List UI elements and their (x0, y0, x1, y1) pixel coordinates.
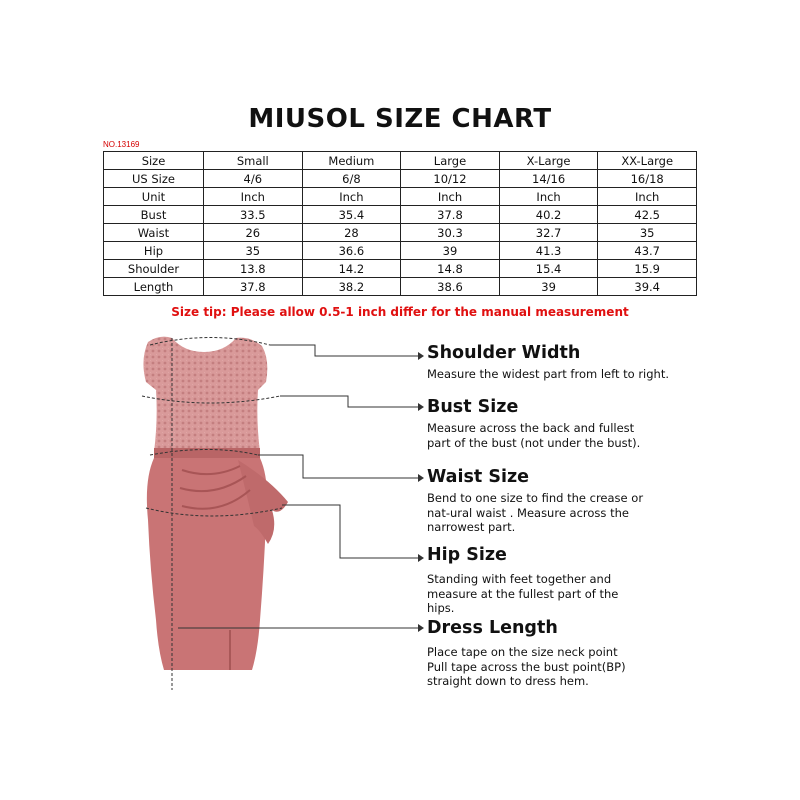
page-title: MIUSOL SIZE CHART (248, 104, 552, 134)
row-label-cell: Waist (104, 224, 204, 242)
guide-title: Dress Length (427, 618, 558, 638)
size-tip: Size tip: Please allow 0.5-1 inch differ for the manual measurement (171, 305, 629, 319)
guide-title: Waist Size (427, 467, 530, 487)
table-cell: 37.8 (401, 206, 500, 224)
guide-desc: Place tape on the size neck point Pull tape across the bust point(BP) straight down to dress hem. (427, 645, 626, 688)
guide-title: Shoulder Width (427, 343, 581, 363)
table-cell: X-Large (499, 152, 598, 170)
table-cell: 38.6 (401, 278, 500, 296)
guide-desc: Bend to one size to find the crease or nat-ural waist . Measure across the narrowest part. (427, 491, 644, 534)
table-cell: 14.2 (302, 260, 401, 278)
table-cell: 6/8 (302, 170, 401, 188)
table-cell: 40.2 (499, 206, 598, 224)
table-cell: 39.4 (598, 278, 697, 296)
table-cell: 32.7 (499, 224, 598, 242)
table-cell: 30.3 (401, 224, 500, 242)
table-cell: Inch (204, 188, 303, 206)
table-cell: 16/18 (598, 170, 697, 188)
guide-desc: Standing with feet together and measure at the fullest part of the hips. (427, 572, 619, 615)
table-cell: Inch (302, 188, 401, 206)
row-label-cell: US Size (104, 170, 204, 188)
table-cell: 14/16 (499, 170, 598, 188)
row-label-cell: Bust (104, 206, 204, 224)
table-cell: 38.2 (302, 278, 401, 296)
table-cell: 15.9 (598, 260, 697, 278)
table-cell: 41.3 (499, 242, 598, 260)
guide-desc: Measure the widest part from left to right. (427, 367, 670, 381)
table-cell: 4/6 (204, 170, 303, 188)
table-cell: 43.7 (598, 242, 697, 260)
table-cell: 42.5 (598, 206, 697, 224)
table-cell: 39 (401, 242, 500, 260)
table-cell: Inch (401, 188, 500, 206)
guide-desc: Measure across the back and fullest part of the bust (not under the bust). (427, 421, 641, 450)
guide-title: Bust Size (427, 397, 519, 417)
table-cell: 13.8 (204, 260, 303, 278)
table-cell: Inch (499, 188, 598, 206)
row-label-cell: Hip (104, 242, 204, 260)
table-cell: 39 (499, 278, 598, 296)
row-label-cell: Shoulder (104, 260, 204, 278)
table-cell: 36.6 (302, 242, 401, 260)
model-number: NO.13169 (103, 140, 140, 149)
table-cell: 14.8 (401, 260, 500, 278)
row-label-cell: Unit (104, 188, 204, 206)
table-cell: 35 (204, 242, 303, 260)
row-label-cell: Size (104, 152, 204, 170)
guide-title: Hip Size (427, 545, 507, 565)
table-cell: Small (204, 152, 303, 170)
table-cell: 26 (204, 224, 303, 242)
table-cell: 35.4 (302, 206, 401, 224)
table-cell: 15.4 (499, 260, 598, 278)
table-cell: 33.5 (204, 206, 303, 224)
table-cell: Large (401, 152, 500, 170)
table-cell: 37.8 (204, 278, 303, 296)
table-cell: XX-Large (598, 152, 697, 170)
table-cell: 10/12 (401, 170, 500, 188)
table-cell: Inch (598, 188, 697, 206)
row-label-cell: Length (104, 278, 204, 296)
table-cell: 35 (598, 224, 697, 242)
table-cell: 28 (302, 224, 401, 242)
table-cell: Medium (302, 152, 401, 170)
